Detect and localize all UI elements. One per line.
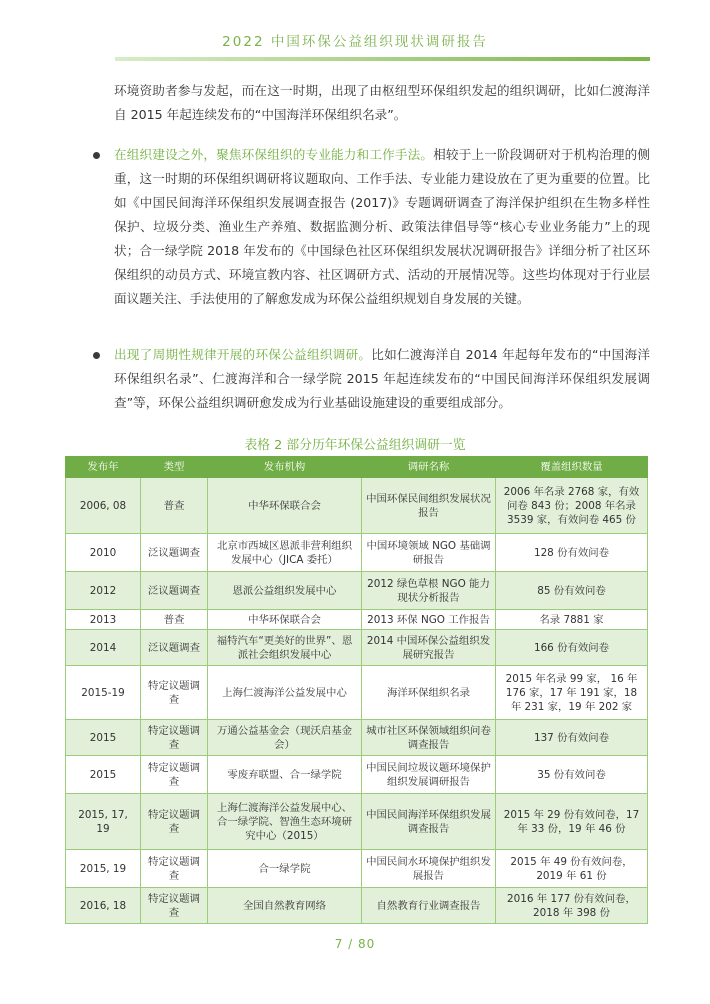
- table-row: [66, 610, 648, 630]
- cell-type: 泛议题调查: [141, 630, 208, 666]
- report-title: 2022 中国环保公益组织现状调研报告: [222, 34, 488, 50]
- table-row: [66, 720, 648, 756]
- table-row: [66, 534, 648, 572]
- paragraph-lead: 出现了周期性规律开展的环保公益组织调研。: [114, 347, 372, 362]
- cell-org: 中华环保联合会: [208, 610, 362, 630]
- bullet-icon: [93, 352, 100, 359]
- paragraph-lead: 在组织建设之外，聚焦环保组织的专业能力和工作手法。: [114, 147, 434, 162]
- bullet-icon: [93, 152, 100, 159]
- col-header-org: 发布机构: [208, 457, 362, 478]
- cell-year: 2006, 08: [66, 478, 141, 534]
- cell-year: 2015: [66, 756, 141, 794]
- cell-type: 特定议题调查: [141, 888, 208, 924]
- cell-name: 海洋环保组织名录: [362, 666, 496, 720]
- cell-name: 2013 环保 NGO 工作报告: [362, 610, 496, 630]
- cell-name: 中国民间海洋环保组织发展调查报告: [362, 794, 496, 850]
- cell-count: 166 份有效问卷: [496, 630, 648, 666]
- cell-org: 上海仁渡海洋公益发展中心: [208, 666, 362, 720]
- cell-count: 2015 年名录 99 家， 16 年 176 家，17 年 191 家，18 年 231 家，19 年 202 家: [496, 666, 648, 720]
- table-caption: 表格 2 部分历年环保公益组织调研一览: [244, 438, 466, 453]
- cell-name: 中国民间垃圾议题环境保护组织发展调研报告: [362, 756, 496, 794]
- table-row: [66, 850, 648, 888]
- cell-name: 中国环保民间组织发展状况报告: [362, 478, 496, 534]
- cell-type: 特定议题调查: [141, 720, 208, 756]
- cell-count: 128 份有效问卷: [496, 534, 648, 572]
- cell-count: 2015 年 49 份有效问卷，2019 年 61 份: [496, 850, 648, 888]
- cell-type: 泛议题调查: [141, 534, 208, 572]
- cell-type: 特定议题调查: [141, 756, 208, 794]
- cell-org: 福特汽车“更美好的世界”、恩派社会组织发展中心: [208, 630, 362, 666]
- paragraph-text: 相较于上一阶段调研对于机构治理的侧重，这一时期的环保组织调研将议题取向、工作手法、专业能力建设放在了更为重要的位置。比如《中国民间海洋环保组织发展调查报告 (2017)》专题调研调查了海洋保护组织在生物多样性保护、垃圾分类、渔业生产养殖、数据监测分析、政策法律倡导等“核心专业业务能力”上的现状；合一绿学院 2018 年发布的《中国绿色社区环保组织发展状况调研报告》详细分析了社区环保组织的动员方式、环境宣教内容、社区调研方式、活动的开展情况等。这些均体现对于行业层面议题关注、手法使用的了解愈发成为环保公益组织规划自身发展的关键。: [114, 147, 651, 306]
- cell-name: 中国民间水环境保护组织发展报告: [362, 850, 496, 888]
- table-row: [66, 666, 648, 720]
- table-row: [66, 756, 648, 794]
- cell-org: 万通公益基金会（现沃启基金会）: [208, 720, 362, 756]
- table-row: [66, 478, 648, 534]
- cell-year: 2012: [66, 572, 141, 610]
- table-row: [66, 794, 648, 850]
- cell-count: 2015 年 29 份有效问卷，17 年 33 份，19 年 46 份: [496, 794, 648, 850]
- cell-org: 上海仁渡海洋公益发展中心、合一绿学院、智渔生态环境研究中心（2015）: [208, 794, 362, 850]
- cell-count: 2006 年名录 2768 家，有效问卷 843 份；2008 年名录 3539 家，有效问卷 465 份: [496, 478, 648, 534]
- cell-count: 85 份有效问卷: [496, 572, 648, 610]
- cell-year: 2010: [66, 534, 141, 572]
- col-header-name: 调研名称: [362, 457, 496, 478]
- paragraph-text: 比如仁渡海洋自 2014 年起每年发布的“中国海洋环保组织名录”、仁渡海洋和合一绿学院 2015 年起连续发布的“中国民间海洋环保组织发展调查”等，环保公益组织调研愈发成为行业基础设施建设的重要组成部分。: [114, 347, 650, 410]
- cell-year: 2015-19: [66, 666, 141, 720]
- cell-type: 普查: [141, 610, 208, 630]
- cell-year: 2015: [66, 720, 141, 756]
- cell-name: 自然教育行业调查报告: [362, 888, 496, 924]
- cell-count: 35 份有效问卷: [496, 756, 648, 794]
- paragraph-professional-capacity: [114, 143, 650, 311]
- cell-year: 2013: [66, 610, 141, 630]
- cell-name: 城市社区环保领域组织问卷调查报告: [362, 720, 496, 756]
- cell-type: 泛议题调查: [141, 572, 208, 610]
- header-rule: [115, 57, 650, 61]
- cell-year: 2014: [66, 630, 141, 666]
- survey-table: [65, 456, 648, 924]
- cell-name: 2014 中国环保公益组织发展研究报告: [362, 630, 496, 666]
- cell-name: 2012 绿色草根 NGO 能力现状分析报告: [362, 572, 496, 610]
- table-header-row: [66, 457, 648, 478]
- col-header-count: 覆盖组织数量: [496, 457, 648, 478]
- page-header: [0, 0, 710, 50]
- table-row: [66, 630, 648, 666]
- cell-org: 零废弃联盟、合一绿学院: [208, 756, 362, 794]
- cell-type: 特定议题调查: [141, 794, 208, 850]
- cell-name: 中国环境领域 NGO 基础调研报告: [362, 534, 496, 572]
- cell-org: 全国自然教育网络: [208, 888, 362, 924]
- table-row: [66, 572, 648, 610]
- cell-year: 2016, 18: [66, 888, 141, 924]
- paragraph-periodic-surveys: [114, 343, 650, 415]
- col-header-type: 类型: [141, 457, 208, 478]
- cell-count: 137 份有效问卷: [496, 720, 648, 756]
- table-row: [66, 888, 648, 924]
- cell-org: 恩派公益组织发展中心: [208, 572, 362, 610]
- cell-org: 合一绿学院: [208, 850, 362, 888]
- cell-type: 特定议题调查: [141, 850, 208, 888]
- cell-year: 2015, 19: [66, 850, 141, 888]
- cell-count: 名录 7881 家: [496, 610, 648, 630]
- cell-type: 特定议题调查: [141, 666, 208, 720]
- cell-year: 2015, 17, 19: [66, 794, 141, 850]
- cell-org: 北京市西城区恩派非营利组织发展中心（JICA 委托）: [208, 534, 362, 572]
- cell-type: 普查: [141, 478, 208, 534]
- cell-count: 2016 年 177 份有效问卷，2018 年 398 份: [496, 888, 648, 924]
- page-number: 7 / 80: [334, 937, 376, 951]
- col-header-year: 发布年: [66, 457, 141, 478]
- cell-org: 中华环保联合会: [208, 478, 362, 534]
- paragraph-continuation: 环境资助者参与发起，而在这一时期，出现了由枢纽型环保组织发起的组织调研，比如仁渡海洋自 2015 年起连续发布的“中国海洋环保组织名录”。: [114, 83, 650, 122]
